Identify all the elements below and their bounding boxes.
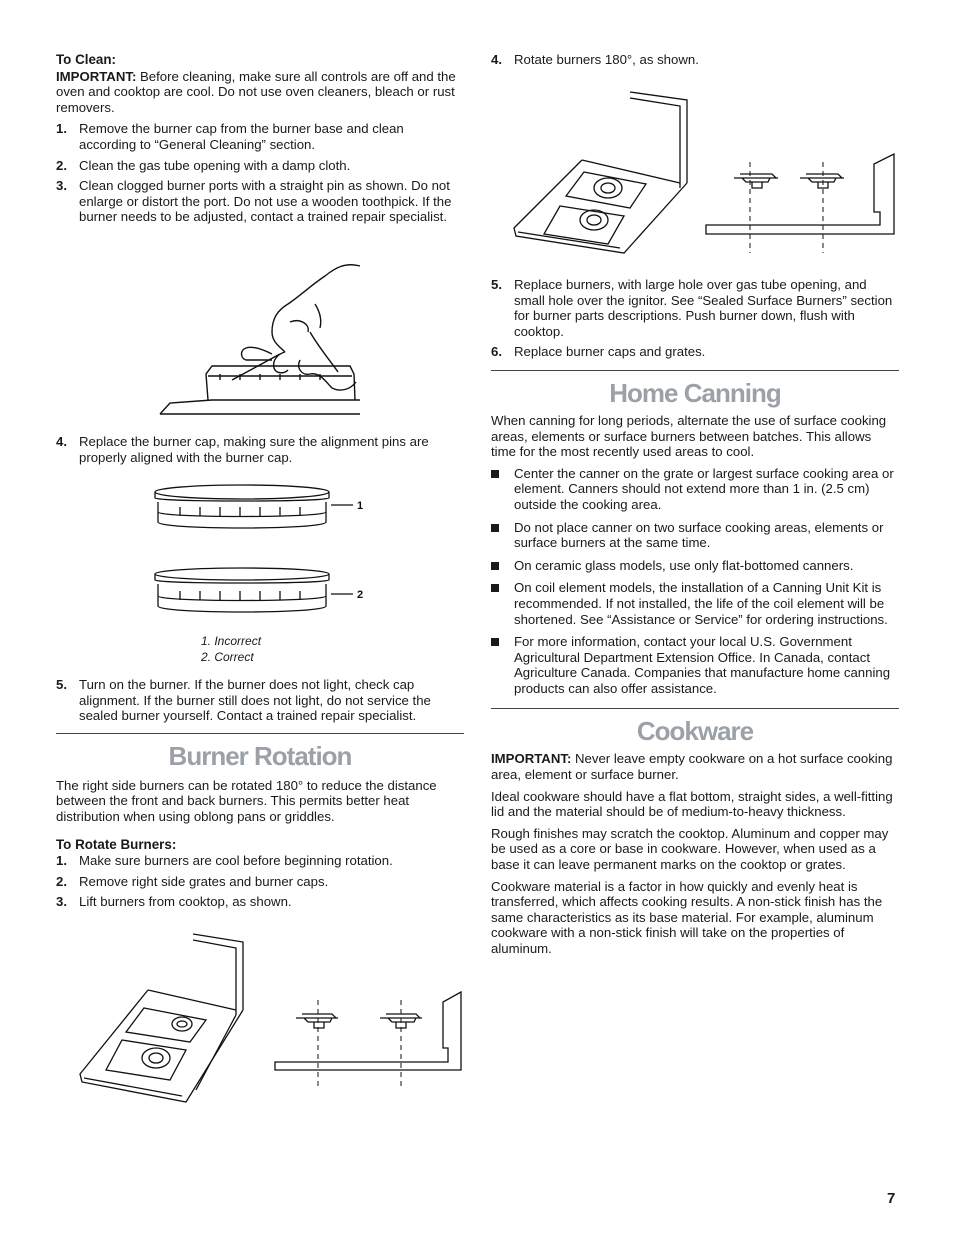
step-number: 1. <box>56 121 67 137</box>
canning-bullet-list <box>491 466 899 697</box>
cookware-important-label: IMPORTANT: <box>491 751 572 767</box>
lift-burners-illustration <box>78 930 468 1115</box>
to-rotate-heading: To Rotate Burners: <box>56 836 177 852</box>
step-text: Replace burners, with large hole over gas tube opening, and small hole over the ignitor. See “Sealed Surface Burners” section for burner parts descriptions. Push burner down, flush with cooktop. <box>514 277 893 339</box>
bullet-square <box>491 562 499 570</box>
section-divider <box>56 733 464 734</box>
step-text: Clean clogged burner ports with a straight pin as shown. Do not enlarge or distort the port. Do not use a wooden toothpick. If the burner needs to be adjusted, contact a trained repair specialist. <box>79 178 452 225</box>
rotate-steps-list-end <box>491 277 899 360</box>
canning-bullet <box>491 466 899 513</box>
burner-rotation-heading: Burner Rotation <box>168 740 352 771</box>
left-lower-block <box>56 677 464 915</box>
step-number: 2. <box>56 157 67 173</box>
important-note <box>56 69 464 116</box>
clean-steps-list-cont <box>56 434 464 465</box>
clean-ports-illustration <box>160 262 360 423</box>
section-divider <box>491 370 899 371</box>
bullet-square <box>491 524 499 532</box>
cookware-paragraph: Cookware material is a factor in how quickly and evenly heat is transferred, which affects cooking results. A non-stick finish has the same characteristics as its base material. For example, aluminum cookware with a non-stick finish will take on the properties of aluminum. <box>491 878 883 956</box>
left-step4-block <box>56 434 464 470</box>
canning-bullet <box>491 558 899 574</box>
bullet-text: For more information, contact your local U.S. Government Agricultural Department Extension Office. In Canada, contact Agriculture Canada. Companies that manufacture home canning products can also offer assistance. <box>514 634 891 696</box>
caption-correct: 2. Correct <box>201 650 254 664</box>
important-text: Before cleaning, make sure all controls are off and the oven and cooktop are cool. Do not use oven cleaners, bleach or rust removers. <box>56 68 456 115</box>
step-text: Lift burners from cooktop, as shown. <box>79 894 292 910</box>
cookware-heading: Cookware <box>636 716 754 747</box>
rotate-step <box>491 344 899 360</box>
bullet-text: On ceramic glass models, use only flat-bottomed canners. <box>514 557 854 573</box>
step-number: 6. <box>491 344 502 360</box>
step-text: Remove right side grates and burner caps. <box>79 873 329 889</box>
bullet-square <box>491 638 499 646</box>
rotate-step <box>56 853 464 869</box>
bullet-text: Do not place canner on two surface cooking areas, elements or surface burners at the same time. <box>514 519 884 551</box>
cookware-important <box>491 751 899 782</box>
important-label: IMPORTANT: <box>56 68 137 84</box>
step-text: Replace the burner cap, making sure the alignment pins are properly aligned with the burner cap. <box>79 434 429 465</box>
step-text: Make sure burners are cool before beginning rotation. <box>79 853 393 869</box>
home-canning-intro: When canning for long periods, alternate the use of surface cooking areas, elements or surface burners between batches. This allows time for the most recently used areas to cool. <box>491 412 887 460</box>
section-divider <box>491 708 899 709</box>
cookware-paragraph: Rough finishes may scratch the cooktop. Aluminum and copper may be used as a core or base in cookware. However, when used as a base it can leave permanent marks on the cooktop or grates. <box>491 825 889 873</box>
cookware-paragraph: Ideal cookware should have a flat bottom, straight sides, a well-fitting lid and the material should be of medium-to-heavy thickness. <box>491 788 893 820</box>
page-number: 7 <box>887 1190 896 1207</box>
burner-cap-alignment-illustration <box>150 480 380 625</box>
clean-steps-list-end <box>56 677 464 724</box>
step-number: 4. <box>491 52 502 67</box>
canning-bullet <box>491 580 899 627</box>
callout-1: 1 <box>357 500 364 512</box>
step-text: Remove the burner cap from the burner base and clean according to “General Cleaning” section. <box>79 121 404 152</box>
rotate-steps-list-cont <box>491 52 899 68</box>
clean-step <box>56 677 464 724</box>
step-text: Clean the gas tube opening with a damp cloth. <box>79 157 351 173</box>
step-number: 5. <box>491 277 502 292</box>
caption-incorrect: 1. Incorrect <box>201 634 262 648</box>
step-text: Turn on the burner. If the burner does not light, check cap alignment. If the burner still does not light, do not service the sealed burner yourself. Contact a trained repair specialist. <box>79 677 431 724</box>
rotate-steps-list <box>56 853 464 910</box>
clean-step <box>56 158 464 174</box>
canning-bullet <box>491 634 899 696</box>
step-number: 2. <box>56 873 67 889</box>
step-text: Replace burner caps and grates. <box>514 344 706 360</box>
to-clean-heading: To Clean: <box>56 52 117 67</box>
caption-block <box>201 633 261 665</box>
clean-step <box>56 121 464 152</box>
bullet-square <box>491 584 499 592</box>
rotate-step <box>56 894 464 910</box>
step-number: 3. <box>56 178 67 194</box>
canning-bullet <box>491 520 899 551</box>
rotate-step <box>491 52 899 68</box>
step-number: 3. <box>56 894 67 910</box>
home-canning-heading: Home Canning <box>609 377 781 408</box>
step-text: Rotate burners 180°, as shown. <box>514 52 699 67</box>
bullet-square <box>491 470 499 478</box>
step-number: 5. <box>56 677 67 692</box>
right-column <box>491 52 899 73</box>
rotate-burners-illustration <box>512 88 902 268</box>
step-number: 4. <box>56 434 67 449</box>
clean-steps-list <box>56 121 464 225</box>
clean-step <box>56 434 464 465</box>
callout-2: 2 <box>357 589 364 601</box>
rotate-step <box>56 874 464 890</box>
cookware-important-text: Never leave empty cookware on a hot surface cooking area, element or surface burner. <box>491 751 893 783</box>
rotate-step <box>491 277 899 339</box>
step-number: 1. <box>56 853 67 869</box>
burner-rotation-text: The right side burners can be rotated 180° to reduce the distance between the front and back burners. This permits better heat distribution when using oblong pans or griddles. <box>56 777 437 824</box>
bullet-text: Center the canner on the grate or largest surface cooking area or element. Canners should not extend more than 1 in. (2.5 cm) outside the cooking area. <box>514 465 894 512</box>
left-column <box>56 52 464 230</box>
bullet-text: On coil element models, the installation of a Canning Unit Kit is recommended. If not installed, the life of the coil element will be shortened. See “Assistance or Service” for ordering instructions. <box>514 580 888 627</box>
clean-step <box>56 178 464 225</box>
right-lower-block <box>491 277 899 963</box>
